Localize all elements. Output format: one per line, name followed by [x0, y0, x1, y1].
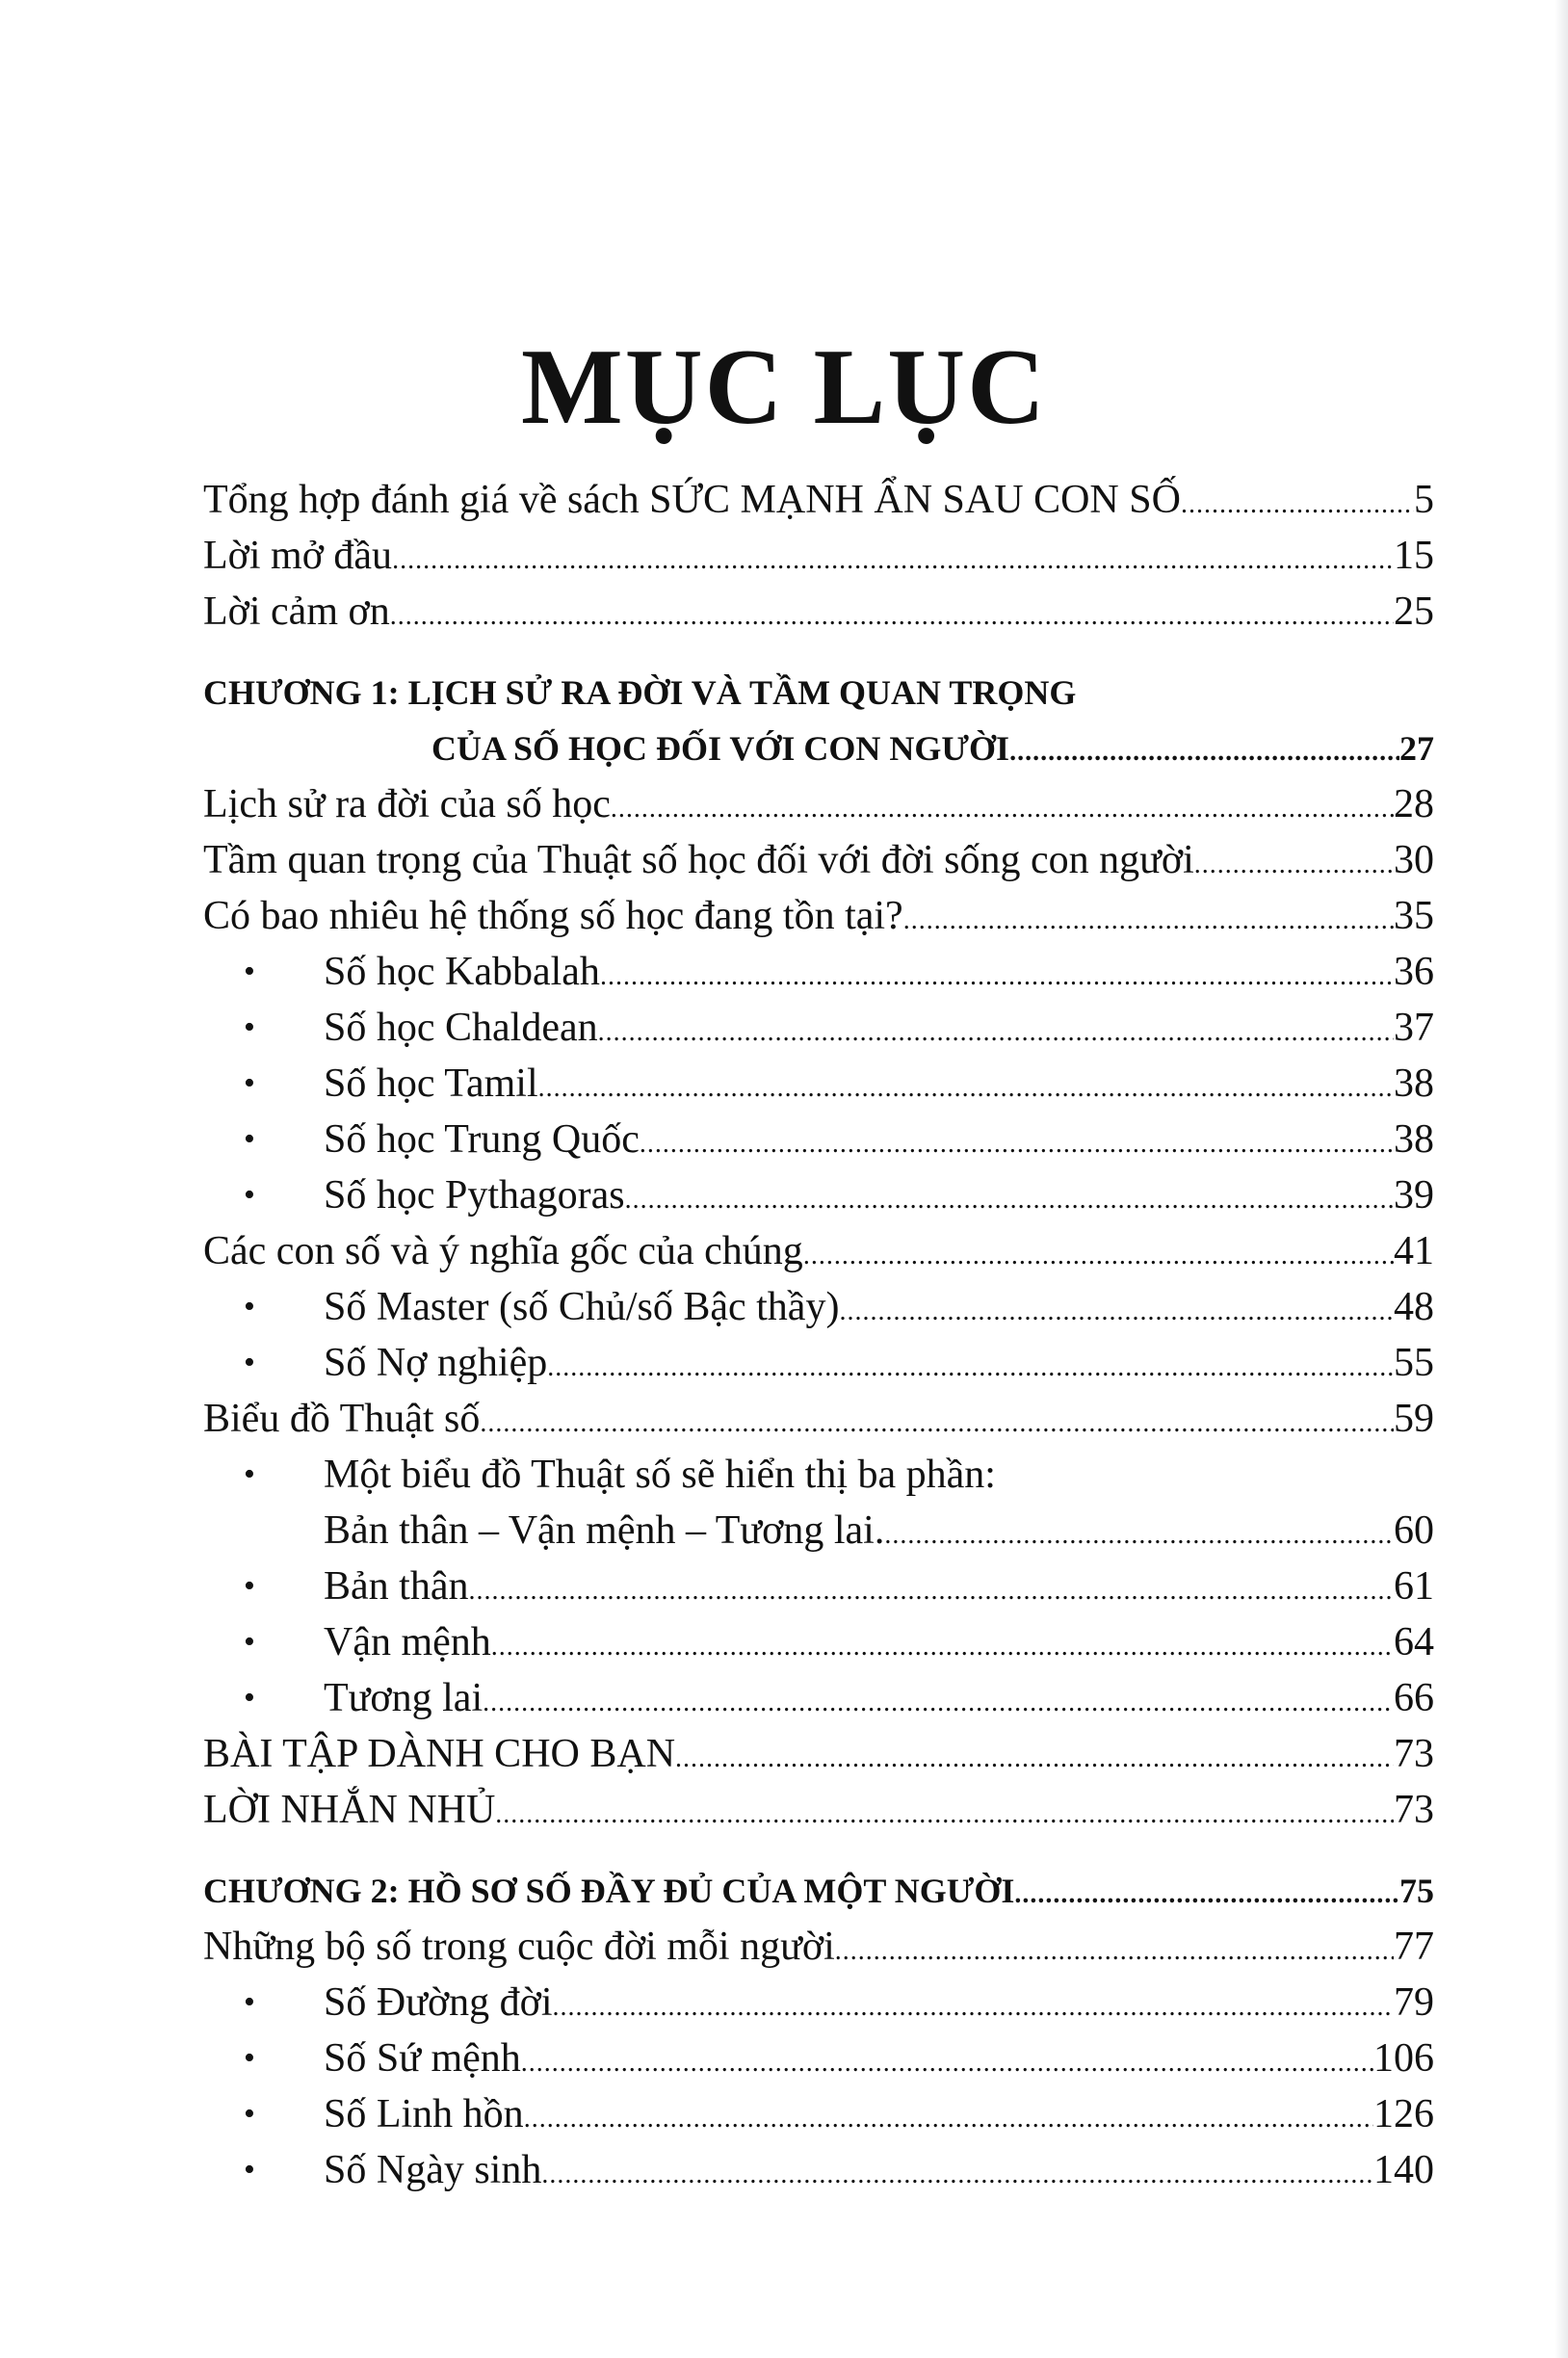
dot-leader — [547, 1340, 1394, 1396]
dot-leader — [1181, 477, 1414, 533]
bullet-icon: • — [244, 2040, 255, 2076]
toc-entry-title: Số Sứ mệnh — [324, 2036, 521, 2081]
toc-entry-title: Bản thân — [324, 1564, 469, 1609]
toc-sub-entry — [203, 1000, 1434, 1056]
toc-entry — [203, 1782, 1434, 1838]
toc-entry — [203, 1503, 1434, 1559]
dot-leader — [675, 1731, 1394, 1787]
toc-sub-entry — [203, 1614, 1434, 1670]
toc-page-number: 28 — [1394, 782, 1434, 826]
dot-leader — [538, 1061, 1394, 1116]
bullet-icon: • — [244, 1289, 255, 1324]
dot-leader — [390, 589, 1394, 644]
toc-page-number: 35 — [1394, 894, 1434, 938]
toc-sub-entry — [203, 1975, 1434, 2030]
bullet-icon: • — [244, 1177, 255, 1213]
toc-entry-title: Bản thân – Vận mệnh – Tương lai. — [324, 1508, 885, 1553]
toc-page-number: 126 — [1373, 2092, 1434, 2136]
toc-sub-entry — [203, 1167, 1434, 1223]
toc-page-number: 55 — [1394, 1341, 1434, 1385]
dot-leader — [1194, 837, 1394, 893]
toc-sub-entry — [203, 1112, 1434, 1167]
toc-chapter-entry — [203, 720, 1434, 776]
toc-entry-title: Có bao nhiêu hệ thống số học đang tồn tại? — [203, 894, 903, 938]
bullet-icon: • — [244, 1624, 255, 1660]
toc-entry-title: Số Đường đời — [324, 1980, 553, 2025]
dot-leader — [524, 2091, 1373, 2147]
toc-entry-title: LỜI NHẮN NHỦ — [203, 1788, 496, 1832]
toc-entry — [203, 1391, 1434, 1447]
dot-leader — [835, 1924, 1394, 1979]
dot-leader — [903, 893, 1394, 949]
dot-leader — [541, 2147, 1373, 2203]
toc-entry-title: Lời cảm ơn — [203, 590, 390, 634]
bullet-icon: • — [244, 1984, 255, 2020]
toc-sub-entry — [203, 2142, 1434, 2198]
toc-entry-title: BÀI TẬP DÀNH CHO BẠN — [203, 1732, 676, 1776]
toc-chapter-entry — [203, 665, 1434, 720]
table-of-contents — [203, 472, 1434, 2198]
dot-leader — [483, 1675, 1394, 1731]
toc-page-number: 36 — [1394, 950, 1434, 994]
toc-entry-title: Các con số và ý nghĩa gốc của chúng — [203, 1229, 803, 1273]
toc-entry — [203, 1223, 1434, 1279]
toc-page-number: 77 — [1394, 1925, 1434, 1969]
toc-entry-title: Số học Tamil — [324, 1061, 538, 1106]
toc-sub-entry — [203, 1335, 1434, 1391]
bullet-icon: • — [244, 1456, 255, 1492]
toc-page-number: 38 — [1394, 1117, 1434, 1162]
dot-leader — [1009, 724, 1399, 780]
toc-page-number: 5 — [1414, 478, 1434, 522]
toc-sub-entry — [203, 1559, 1434, 1614]
toc-sub-entry — [203, 1670, 1434, 1726]
dot-leader — [1014, 1867, 1399, 1923]
bullet-icon: • — [244, 2096, 255, 2132]
toc-entry-title: Biểu đồ Thuật số — [203, 1397, 481, 1441]
toc-chapter-entry — [203, 1863, 1434, 1919]
toc-entry-title: Số học Pythagoras — [324, 1173, 625, 1218]
toc-page-number: 75 — [1399, 1872, 1434, 1910]
dot-leader — [611, 781, 1394, 837]
toc-entry-title: Vận mệnh — [324, 1620, 491, 1664]
toc-entry-title: CHƯƠNG 2: HỒ SƠ SỐ ĐẦY ĐỦ CỦA MỘT NGƯỜI — [203, 1872, 1015, 1910]
toc-sub-entry — [203, 2030, 1434, 2086]
toc-entry-title: Tổng hợp đánh giá về sách SỨC MẠNH ẨN SAU CON SỐ — [203, 478, 1181, 522]
dot-leader — [521, 2035, 1373, 2091]
bullet-icon: • — [244, 1065, 255, 1101]
toc-page-number: 25 — [1394, 590, 1434, 634]
toc-page-number: 39 — [1394, 1173, 1434, 1218]
dot-leader — [491, 1619, 1394, 1675]
toc-sub-entry — [203, 944, 1434, 1000]
toc-entry-title: Lời mở đầu — [203, 534, 393, 578]
page-title: MỤC LỤC — [521, 328, 1047, 448]
toc-entry-title: Tầm quan trọng của Thuật số học đối với đời sống con người — [203, 838, 1194, 882]
bullet-icon: • — [244, 2152, 255, 2188]
toc-entry-title: CỦA SỐ HỌC ĐỐI VỚI CON NGƯỜI — [431, 729, 1010, 768]
toc-page-number: 106 — [1373, 2036, 1434, 2081]
toc-sub-entry — [203, 1279, 1434, 1335]
toc-page-number: 41 — [1394, 1229, 1434, 1273]
toc-page-number: 73 — [1394, 1732, 1434, 1776]
dot-leader — [468, 1563, 1394, 1619]
bullet-icon: • — [244, 1680, 255, 1716]
toc-page-number: 79 — [1394, 1980, 1434, 2025]
toc-page-number: 37 — [1394, 1006, 1434, 1050]
toc-page-number: 73 — [1394, 1788, 1434, 1832]
toc-entry — [203, 776, 1434, 832]
toc-entry — [203, 1726, 1434, 1782]
bullet-icon: • — [244, 1568, 255, 1604]
toc-page-number: 66 — [1394, 1676, 1434, 1720]
toc-entry — [203, 472, 1434, 528]
toc-entry-title: Số Linh hồn — [324, 2092, 524, 2136]
toc-entry — [203, 1919, 1434, 1975]
dot-leader — [625, 1172, 1394, 1228]
toc-entry — [203, 584, 1434, 640]
toc-entry-title: Số Master (số Chủ/số Bậc thầy) — [324, 1285, 840, 1329]
dot-leader — [884, 1507, 1394, 1563]
dot-leader — [480, 1396, 1394, 1452]
toc-entry — [203, 888, 1434, 944]
toc-page-number: 59 — [1394, 1397, 1434, 1441]
toc-page-number: 27 — [1399, 729, 1434, 768]
bullet-icon: • — [244, 1121, 255, 1157]
bullet-icon: • — [244, 1345, 255, 1380]
toc-page-number: 60 — [1394, 1508, 1434, 1553]
toc-page-number: 48 — [1394, 1285, 1434, 1329]
dot-leader — [839, 1284, 1394, 1340]
toc-entry-title: Số học Kabbalah — [324, 950, 600, 994]
toc-entry-title: Tương lai — [324, 1676, 483, 1720]
toc-entry-title: Số Nợ nghiệp — [324, 1341, 548, 1385]
bullet-icon: • — [244, 954, 255, 989]
toc-entry-title: Số Ngày sinh — [324, 2148, 542, 2192]
dot-leader — [392, 533, 1394, 589]
toc-entry-title: Số học Chaldean — [324, 1006, 598, 1050]
toc-entry-title: Số học Trung Quốc — [324, 1117, 640, 1162]
dot-leader — [495, 1787, 1394, 1843]
toc-page-number: 140 — [1373, 2148, 1434, 2192]
bullet-icon: • — [244, 1009, 255, 1045]
dot-leader — [598, 1005, 1394, 1061]
dot-leader — [553, 1979, 1394, 2035]
toc-entry-title: Lịch sử ra đời của số học — [203, 782, 611, 826]
dot-leader — [803, 1228, 1394, 1284]
toc-entry — [203, 528, 1434, 584]
toc-page-number: 61 — [1394, 1564, 1434, 1609]
toc-sub-entry — [203, 2086, 1434, 2142]
toc-sub-entry — [203, 1447, 1434, 1503]
dot-leader — [640, 1116, 1394, 1172]
toc-entry — [203, 832, 1434, 888]
toc-page-number: 30 — [1394, 838, 1434, 882]
toc-page-number: 38 — [1394, 1061, 1434, 1106]
toc-page-number: 15 — [1394, 534, 1434, 578]
dot-leader — [600, 949, 1394, 1005]
toc-sub-entry — [203, 1056, 1434, 1112]
toc-entry-title: Một biểu đồ Thuật số sẽ hiển thị ba phần: — [324, 1453, 996, 1497]
toc-entry-title: Những bộ số trong cuộc đời mỗi người — [203, 1925, 835, 1969]
toc-page-number: 64 — [1394, 1620, 1434, 1664]
toc-entry-title: CHƯƠNG 1: LỊCH SỬ RA ĐỜI VÀ TẦM QUAN TRỌNG — [203, 673, 1077, 712]
